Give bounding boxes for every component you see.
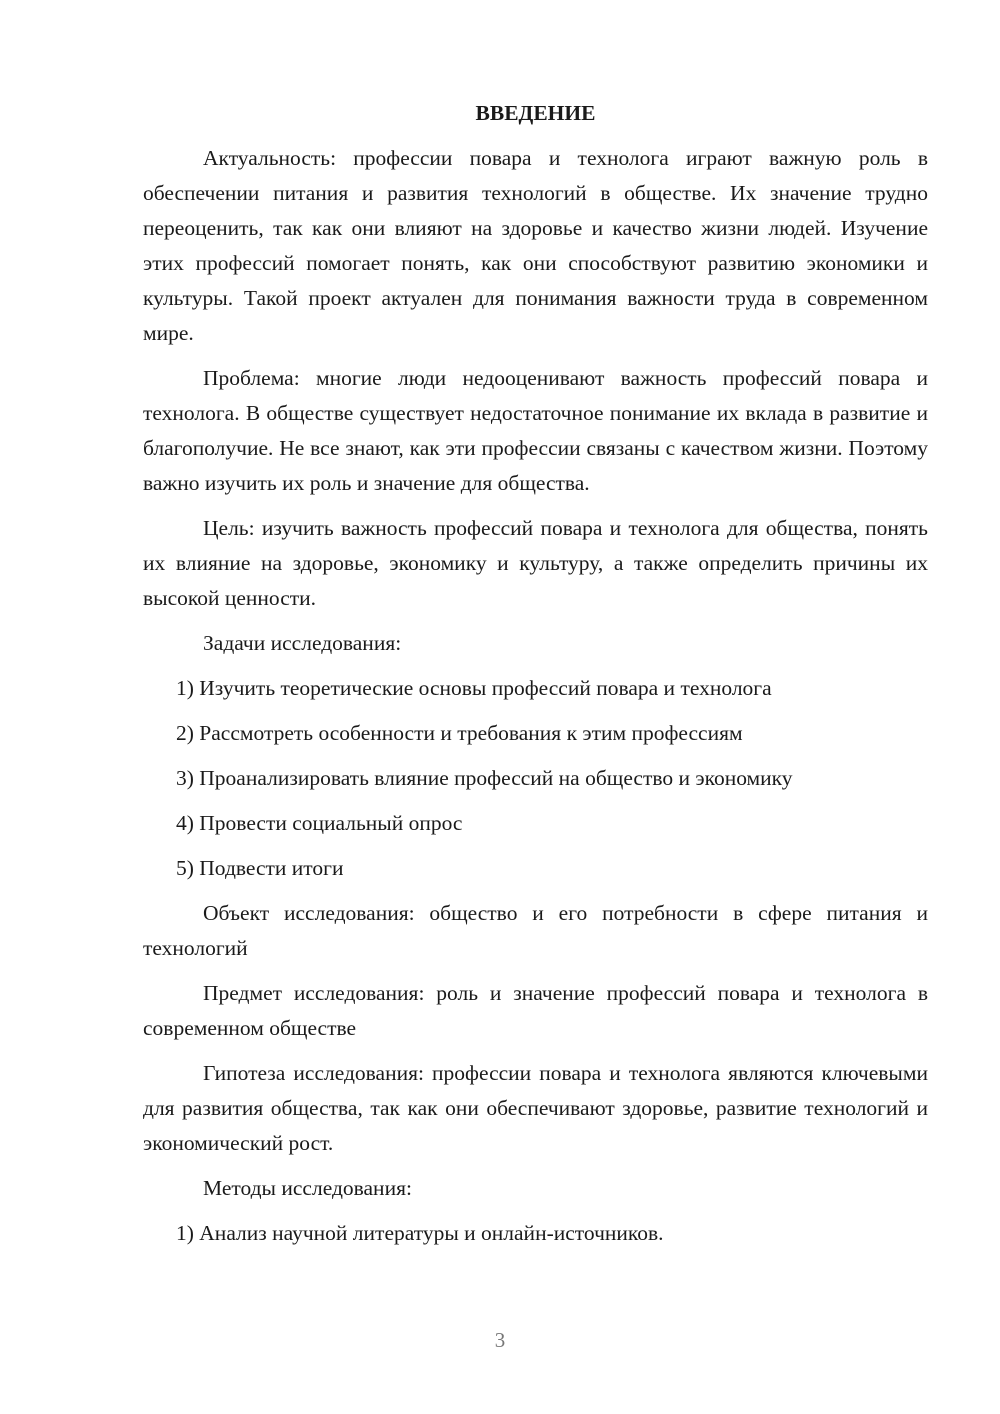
- goal-paragraph: Цель: изучить важность профессий повара и технолога для общества, понять их влияние на здоровье, экономику и культуру, а также определить причины их высокой ценности.: [143, 516, 928, 610]
- method-item: 1) Анализ научной литературы и онлайн-источников.: [176, 1221, 664, 1245]
- subject-paragraph: Предмет исследования: роль и значение профессий повара и технолога в современном обществе: [143, 981, 928, 1040]
- tasks-heading: Задачи исследования:: [203, 631, 402, 655]
- section-title: ВВЕДЕНИЕ: [475, 101, 596, 125]
- page-number: 3: [494, 1328, 506, 1352]
- object-paragraph: Объект исследования: общество и его потребности в сфере питания и технологий: [143, 901, 928, 960]
- tasks-list: [143, 671, 928, 886]
- relevance-paragraph: Актуальность: профессии повара и технолога играют важную роль в обеспечении питания и развития технологий в обществе. Их значение трудно переоценить, так как они влияют на здоровье и качество жизни людей. Изучение этих профессий помогает понять, как они способствуют развитию экономики и культуры. Такой проект актуален для понимания важности труда в современном мире.: [143, 146, 928, 345]
- document-body: [143, 96, 928, 1261]
- task-item: 2) Рассмотреть особенности и требования к этим профессиям: [176, 721, 743, 745]
- task-item: 4) Провести социальный опрос: [176, 811, 463, 835]
- methods-list: [143, 1216, 928, 1251]
- task-item: 5) Подвести итоги: [176, 856, 344, 880]
- hypothesis-paragraph: Гипотеза исследования: профессии повара и технолога являются ключевыми для развития общества, так как они обеспечивают здоровье, развитие технологий и экономический рост.: [143, 1061, 928, 1155]
- methods-heading: Методы исследования:: [203, 1176, 412, 1200]
- task-item: 1) Изучить теоретические основы профессий повара и технолога: [176, 676, 772, 700]
- problem-paragraph: Проблема: многие люди недооценивают важность профессий повара и технолога. В обществе существует недостаточное понимание их вклада в развитие и благополучие. Не все знают, как эти профессии связаны с качеством жизни. Поэтому важно изучить их роль и значение для общества.: [143, 366, 928, 495]
- task-item: 3) Проанализировать влияние профессий на общество и экономику: [176, 766, 793, 790]
